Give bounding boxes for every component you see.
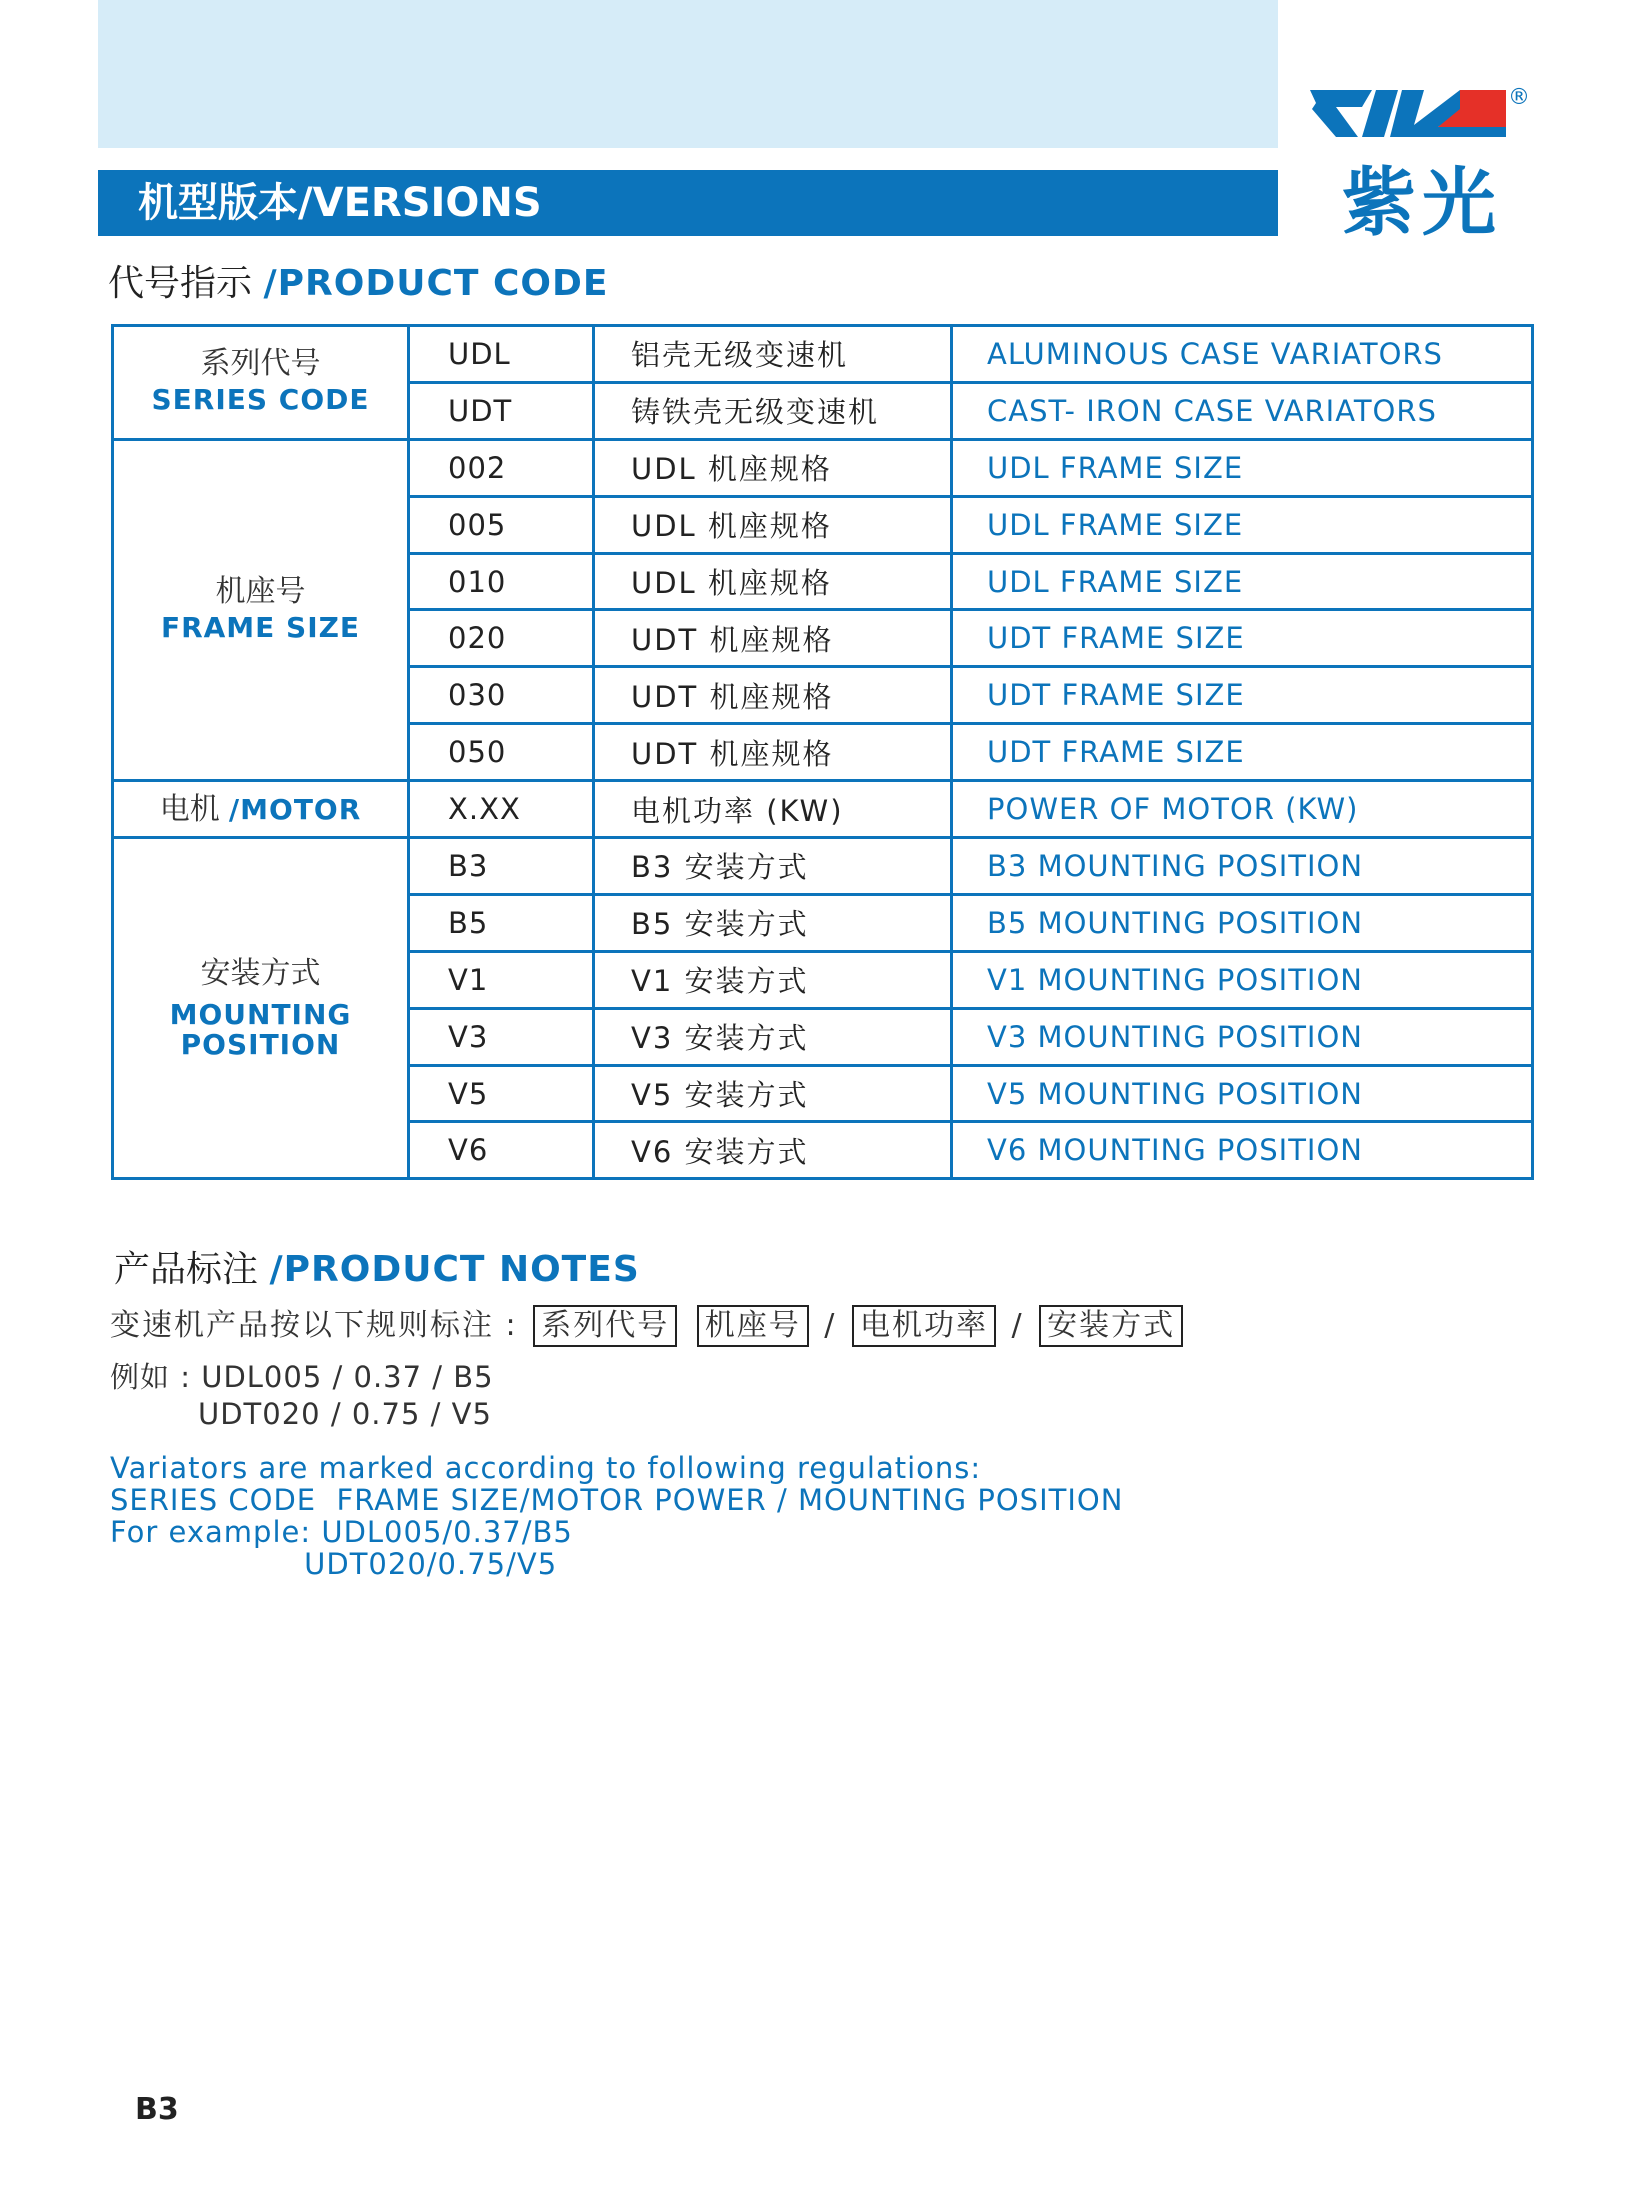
description-cn-cell: 铝壳无级变速机 — [594, 326, 952, 383]
description-en-cell: UDT FRAME SIZE — [952, 610, 1533, 667]
description-cn-cell: UDT 机座规格 — [594, 724, 952, 781]
description-en-cell: B3 MOUNTING POSITION — [952, 838, 1533, 895]
description-en-cell: UDT FRAME SIZE — [952, 667, 1533, 724]
english-notes-line-4: UDT020/0.75/V5 — [110, 1547, 558, 1581]
code-cell: V5 — [409, 1065, 594, 1122]
code-cell: X.XX — [409, 781, 594, 838]
category-motor — [113, 781, 409, 838]
notes-rule-line — [110, 1300, 1187, 1347]
logo-chinese-text: 紫光 — [1342, 160, 1502, 246]
code-cell: V3 — [409, 1008, 594, 1065]
table-row — [113, 781, 1533, 838]
category-label-en-line2: POSITION — [180, 1028, 341, 1062]
description-cn-cell: V5 安装方式 — [594, 1065, 952, 1122]
description-cn-cell: UDT 机座规格 — [594, 667, 952, 724]
category-label-cn: 系列代号 — [200, 346, 321, 382]
english-notes-line-2: SERIES CODE FRAME SIZE/MOTOR POWER / MOUNTING POSITION — [110, 1483, 1124, 1517]
product-code-heading-en: /PRODUCT CODE — [263, 263, 609, 304]
product-notes-heading-cn: 产品标注 — [114, 1249, 259, 1290]
code-cell: 002 — [409, 439, 594, 496]
rule-slash: / — [1011, 1308, 1024, 1343]
code-cell: UDL — [409, 326, 594, 383]
product-notes-heading-en: /PRODUCT NOTES — [269, 1249, 640, 1290]
table-row — [113, 326, 1533, 383]
category-series-code — [113, 326, 409, 440]
description-en-cell: ALUMINOUS CASE VARIATORS — [952, 326, 1533, 383]
description-en-cell: V3 MOUNTING POSITION — [952, 1008, 1533, 1065]
description-en-cell: UDL FRAME SIZE — [952, 439, 1533, 496]
description-en-cell: UDL FRAME SIZE — [952, 496, 1533, 553]
page-title: 机型版本/VERSIONS — [98, 170, 1278, 236]
example-value-2: UDT020 / 0.75 / V5 — [198, 1397, 492, 1431]
registered-mark: ® — [1508, 85, 1530, 110]
code-cell: 020 — [409, 610, 594, 667]
description-cn-cell: 铸铁壳无级变速机 — [594, 382, 952, 439]
english-notes-line-3: For example: UDL005/0.37/B5 — [110, 1515, 573, 1549]
page-number: B3 — [135, 2092, 179, 2127]
code-cell: 010 — [409, 553, 594, 610]
category-label-en: SERIES CODE — [151, 383, 370, 417]
category-label-en: FRAME SIZE — [160, 610, 361, 644]
description-cn-cell: UDL 机座规格 — [594, 553, 952, 610]
description-en-cell: POWER OF MOTOR (KW) — [952, 781, 1533, 838]
code-cell: B3 — [409, 838, 594, 895]
example-label: 例如 : — [110, 1360, 191, 1394]
example-value-1: UDL005 / 0.37 / B5 — [201, 1360, 494, 1394]
product-code-heading — [108, 262, 608, 306]
example-line-1 — [110, 1355, 494, 1396]
description-en-cell: V5 MOUNTING POSITION — [952, 1065, 1533, 1122]
table-row — [113, 838, 1533, 895]
rule-slash: / — [824, 1308, 837, 1343]
description-en-cell: CAST- IRON CASE VARIATORS — [952, 382, 1533, 439]
code-cell: UDT — [409, 382, 594, 439]
rule-box-motor-power: 电机功率 — [852, 1305, 996, 1347]
code-cell: V1 — [409, 951, 594, 1008]
code-cell: V6 — [409, 1122, 594, 1179]
description-cn-cell: UDL 机座规格 — [594, 439, 952, 496]
english-notes — [110, 1452, 1123, 1580]
rule-box-frame-size: 机座号 — [697, 1305, 809, 1347]
english-notes-line-1: Variators are marked according to following regulations: — [110, 1451, 982, 1485]
code-cell: 050 — [409, 724, 594, 781]
header-light-band — [98, 0, 1278, 148]
category-label-en: /MOTOR — [228, 792, 362, 826]
product-code-heading-cn: 代号指示 — [108, 263, 253, 304]
table-row — [113, 439, 1533, 496]
category-label-cn: 安装方式 — [200, 956, 321, 992]
category-frame-size — [113, 439, 409, 780]
description-en-cell: UDT FRAME SIZE — [952, 724, 1533, 781]
brand-logo — [1310, 85, 1540, 245]
code-cell: 030 — [409, 667, 594, 724]
tik-logo-mark — [1310, 85, 1510, 145]
notes-rule-text: 变速机产品按以下规则标注 : — [110, 1308, 518, 1343]
rule-box-mounting-position: 安装方式 — [1039, 1305, 1183, 1347]
product-notes-heading — [114, 1248, 640, 1292]
description-en-cell: V6 MOUNTING POSITION — [952, 1122, 1533, 1179]
description-cn-cell: V6 安装方式 — [594, 1122, 952, 1179]
product-code-table — [111, 324, 1534, 1180]
description-en-cell: V1 MOUNTING POSITION — [952, 951, 1533, 1008]
category-label-en-line1: MOUNTING — [169, 998, 352, 1032]
description-cn-cell: 电机功率 (KW) — [594, 781, 952, 838]
description-cn-cell: UDL 机座规格 — [594, 496, 952, 553]
description-cn-cell: B5 安装方式 — [594, 894, 952, 951]
description-en-cell: UDL FRAME SIZE — [952, 553, 1533, 610]
category-label-cn: 机座号 — [215, 573, 306, 609]
description-cn-cell: V3 安装方式 — [594, 1008, 952, 1065]
rule-box-series-code: 系列代号 — [533, 1305, 677, 1347]
description-cn-cell: UDT 机座规格 — [594, 610, 952, 667]
code-cell: 005 — [409, 496, 594, 553]
description-cn-cell: V1 安装方式 — [594, 951, 952, 1008]
code-cell: B5 — [409, 894, 594, 951]
category-mounting-position — [113, 838, 409, 1179]
description-cn-cell: B3 安装方式 — [594, 838, 952, 895]
category-label-cn: 电机 — [159, 791, 220, 827]
description-en-cell: B5 MOUNTING POSITION — [952, 894, 1533, 951]
